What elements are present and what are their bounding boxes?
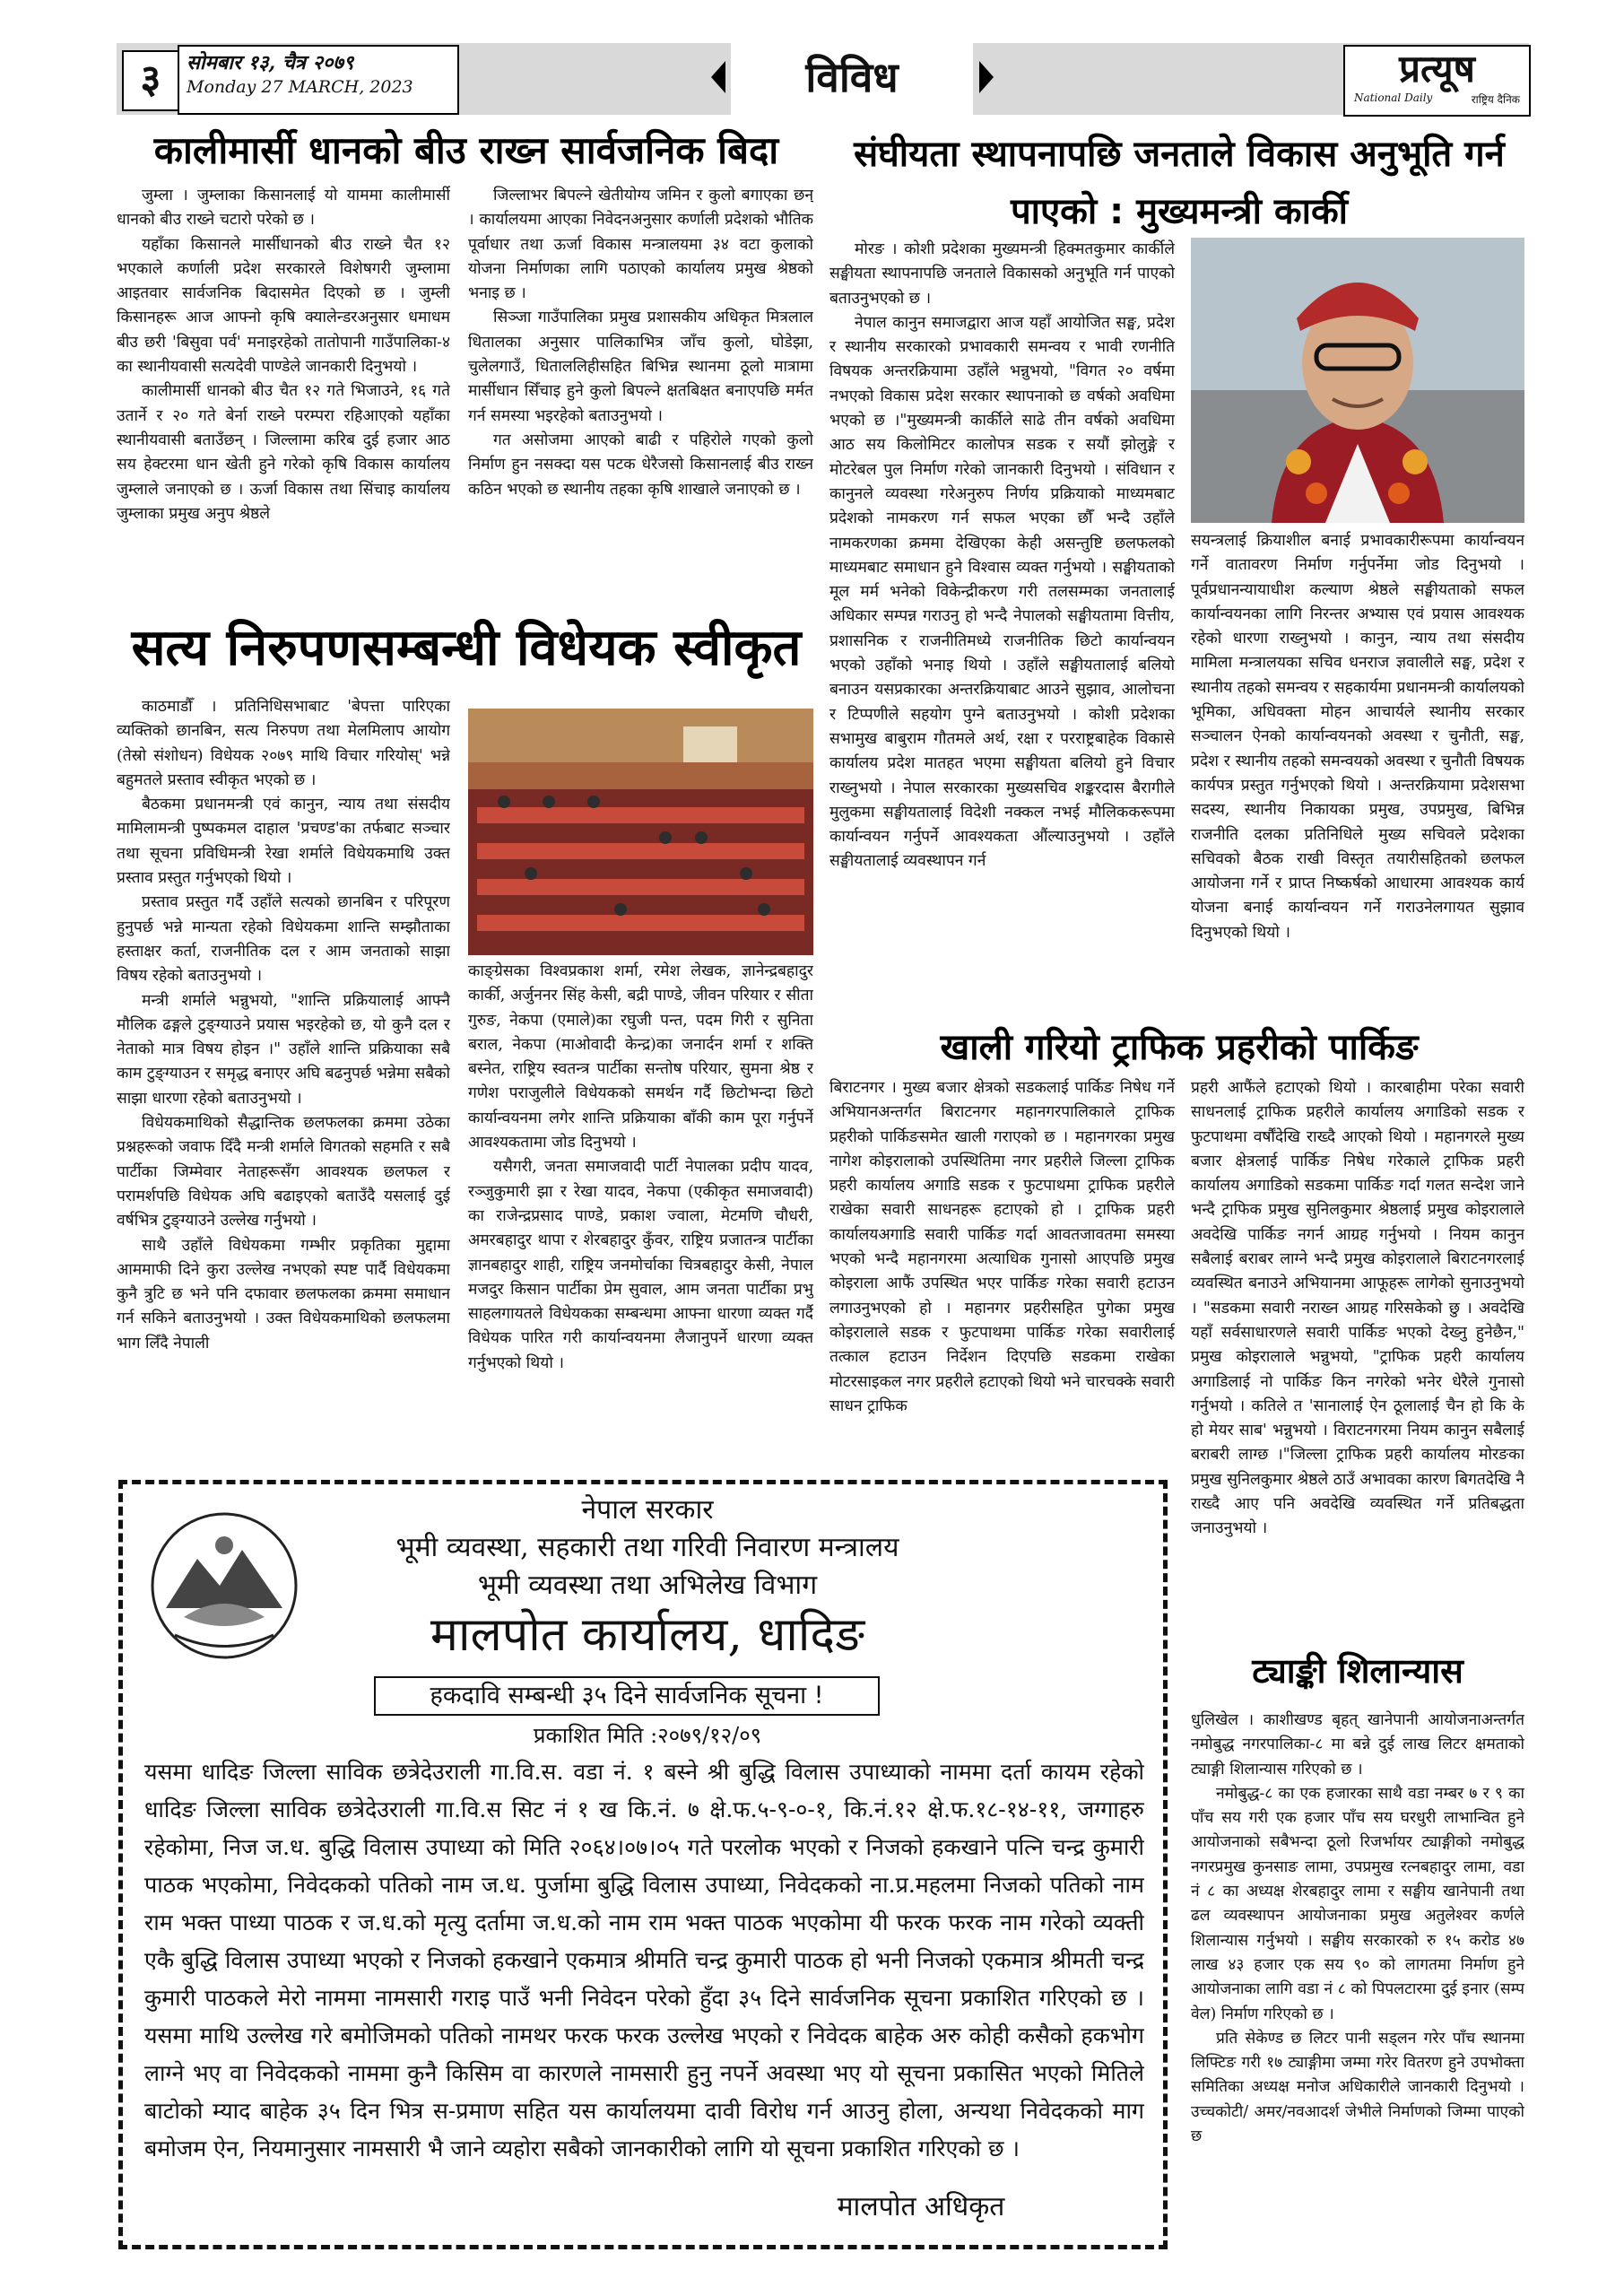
paragraph: सिञ्जा गाउँपालिका प्रमुख प्रशासकीय अधिकृत मित्रलाल धितालका अनुसार पालिकाभित्र जाँच कुलो, घोडेझा, चुलेलगाउँ, धिताललिहीसहित बिभिन्न स्थानमा ठूलो मात्रामा मार्सीधान सिँचाइ हुने कुलो बिपल्ने क्षतबिक्षत बनाएपछि मर्मत गर्न समस्या भइरहेको बताउनुभयो । xyxy=(468,309,813,425)
date-nepali: सोमबार १३, चैत्र २०७९ xyxy=(187,51,354,74)
paragraph: कालीमार्सी धानको बीउ चैत १२ गते भिजाउने, १६ गते उतार्ने र २० गते बेर्ना राख्ने परम्परा रहिआएको यहाँका स्थानीयवासी बताउँछन् । जिल्लामा करिब दुई हजार आठ सय हेक्टरमा धान खेती हुने गरेको कृषि विकास कार्यालय जुम्लाले जनाएको छ । ऊर्जा विकास तथा सिंचाइ कार्यालय जुम्लाका प्रमुख अनुप श्रेष्ठले xyxy=(117,382,450,523)
notice-signature: मालपोत अधिकृत xyxy=(837,2191,1005,2222)
government-emblem xyxy=(148,1509,300,1662)
section-left-arrow xyxy=(711,61,725,93)
portrait-image xyxy=(1191,238,1524,523)
section-right-arrow xyxy=(979,61,994,93)
paragraph: मन्त्री शर्माले भन्नुभयो, "शान्ति प्रक्रियालाई आफ्नै मौलिक ढङ्गले टुङ्ग्याउने प्रयास भइरहेको छ, यो कुनै दल र नेताको मात्र विषय होइन ।" उहाँले शान्ति प्रक्रियाका सबै काम टुङ्ग्याउन र समृद्ध बनाएर अघि बढनुपर्छ भन्नेमा सबैको साझा धारणा रहेको बताउनुभयो । xyxy=(117,991,450,1108)
section-title: विविध xyxy=(731,43,973,115)
paragraph: बिराटनगर । मुख्य बजार क्षेत्रको सडकलाई पार्किङ निषेध गर्ने अभियानअन्तर्गत बिराटनगर महानगरपालिकाले ट्राफिक प्रहरीको पार्किङसमेत खाली गराएको छ । महानगरका प्रमुख नागेश कोइरालाको उपस्थितिमा नगर प्रहरीले जिल्ला ट्राफिक प्रहरी कार्यालय अगाडि सडक र फुटपाथमा ट्राफिक प्रहरीले राखेका सवारी साधनहरू हटाएको हो । ट्राफिक प्रहरी कार्यालयअगाडि सवारी पार्किङ गर्दा आवतजावतमा समस्या भएको भन्दै महानगरमा अत्याधिक गुनासो आएपछि प्रमुख कोइराला आफैं उपस्थित भएर पार्किङ गरेका सवारी हटाउन लगाउनुभएको हो । महानगर प्रहरीसहित पुगेका प्रमुख कोइरालाले सडक र फुटपाथमा पार्किङ गरेका सवारीलाई तत्काल हटाउन निर्देशन दिएपछि सडकमा राखेका मोटरसाइकल नगर प्रहरीले हटाएको थियो भने चारचक्के सवारी साधन ट्राफिक xyxy=(829,1079,1175,1415)
paragraph: यहाँका किसानले मार्सीधानको बीउ राख्ने चैत १२ भएकाले कर्णाली प्रदेश सरकारले विशेषगरी जुम्लामा आइतवार सार्वजनिक बिदासमेत दिएको छ । जुम्ली किसानहरू आज आफ्नो कृषि क्यालेन्डरअनुसार धमाधम बीउ छरी 'बिसुवा पर्व' मनाइरहेको तातोपानी गाउँपालिका-४ का स्थानीयवासी सत्यदेवी पाण्डेले जानकारी दिनुभयो । xyxy=(117,235,450,377)
paragraph: जिल्लाभर बिपल्ने खेतीयोग्य जमिन र कुलो बगाएका छन् । कार्यालयमा आएका निवेदनअनुसार कर्णाली प्रदेशको भौतिक पूर्वाधार तथा ऊर्जा विकास मन्त्रालयमा ३४ वटा कुलाको योजना निर्माणका लागि पठाएको कार्यालय प्रमुख श्रेष्ठको भनाइ छ । xyxy=(468,187,813,303)
paragraph: नमोबुद्ध-८ का एक हजारका साथै वडा नम्बर ७ र ९ का पाँच सय गरी एक हजार पाँच सय घरधुरी लाभान्वित हुने आयोजनाको सबैभन्दा ठूलो रिजर्भायर ट्याङ्गीको नमोबुद्ध नगरप्रमुख कुनसाङ लामा, उपप्रमुख रत्नबहादुर लामा, वडा नं ८ का अध्यक्ष शेरबहादुर लामा र सङ्घीय खानेपानी तथा ढल व्यवस्थापन आयोजनाका प्रमुख अतुलेश्वर कर्णले शिलान्यास गर्नुभयो । सङ्घीय सरकारको रु १५ करोड ४७ लाख ४३ हजार एक सय ९० को लागतमा निर्माण हुने आयोजनाका लागि वडा नं ८ को पिपलटारमा दुई इनार (सम्प वेल) निर्माण गरिएको छ । xyxy=(1191,1784,1524,2023)
notice-body xyxy=(144,1753,1144,2184)
date-english: Monday 27 MARCH, 2023 xyxy=(187,77,413,97)
notice-paragraph: यसमा धादिङ जिल्ला साविक छत्रेदेउराली गा.वि.स. वडा नं. १ बस्ने श्री बुद्धि विलास उपाध्याको नाममा दर्ता कायम रहेको धादिङ जिल्ला साविक छत्रेदेउराली गा.वि.स सिट नं १ ख कि.नं. ७ क्षे.फ.५-९-०-१, कि.नं.१२ क्षे.फ.१८-१४-११, जग्गाहरु रहेकोमा, निज ज.ध. बुद्धि विलास उपाध्या को मिति २०६४।०७।०५ गते परलोक भएको र निजको हकखाने पत्नि चन्द्र कुमारी पाठक भएकोमा, निवेदकको पतिको नाम ज.ध. पुर्जामा बुद्धि विलास उपाध्या, निवेदकको ना.प्र.महलमा निजको पतिको नाम राम भक्त पाध्या पाठक र ज.ध.को मृत्यु दर्तामा ज.ध.को नाम राम भक्त पाठक भएकोमा यी फरक फरक नाम गरेको व्यक्ती एकै बुद्धि विलास उपाध्या भएको र निजको हकखाने एकमात्र श्रीमति चन्द्र कुमारी पाठक हो भनी निजको एकमात्र श्रीमती चन्द्र कुमारी पाठकले मेरो नाममा नामसारी गराइ पाउँ भनी निवेदन परेको हुँदा ३५ दिने सार्वजनिक सूचना प्रकाशित गरिएको छ । यसमा माथि उल्लेख गरे बमोजिमको पतिको नामथर फरक फरक उल्लेख भएको र निवेदक बाहेक अरु कोही कसैको हकभोग लाग्ने भए वा निवेदकको नाममा कुनै किसिम वा कारणले नामसारी हुनु नपर्ने अवस्था भए यो सूचना प्रकासित भएको मितिले बाटोको म्याद बाहेक ३५ दिन भित्र स-प्रमाण सहित यस कार्यालयमा दावी विरोध गर्न आउनु होला, अन्यथा निवेदकको माग बमोजम ऐन, नियमानुसार नामसारी भै जाने व्यहोरा सबैको जानकारीको लागि यो सूचना प्रकाशित गरिएको छ । xyxy=(144,1759,1144,2161)
paragraph: काठमाडौँ । प्रतिनिधिसभाबाट 'बेपत्ता पारिएका व्यक्तिको छानबिन, सत्य निरुपण तथा मेलमिलाप आयोग (तेस्रो संशोधन) विधेयक २०७९ माथि विचार गरियोस्' भन्ने बहुमतले प्रस्ताव स्वीकृत भएको छ । xyxy=(117,698,450,789)
date-box xyxy=(178,45,459,115)
notice-line1: नेपाल सरकार xyxy=(581,1494,714,1526)
paragraph: विधेयकमाथिको सैद्धान्तिक छलफलका क्रममा उठेका प्रश्नहरूको जवाफ दिँदै मन्त्री शर्माले विगतको सहमति र सबै पार्टीका जिम्मेवार नेताहरूसँग आवश्यक छलफल र परामर्शपछि विधेयक अघि बढाइएको बताउँदै यसलाई दुई वर्षभित्र टुङ्ग्याउने उल्लेख गर्नुभयो । xyxy=(117,1114,450,1231)
newspaper-logo xyxy=(1343,45,1531,117)
chief-minister-photo xyxy=(1191,238,1524,523)
paragraph: प्रस्ताव प्रस्तुत गर्दै उहाँले सत्यको छानबिन र परिपूरण हुनुपर्छ भन्ने मान्यता रहेको विधेयकमा शान्ति सम्झौताका हस्ताक्षर कर्ता, राजनीतिक दल र आम जनताको साझा विषय रहेको बताउनुभयो । xyxy=(117,893,450,986)
page-number: ३ xyxy=(122,50,179,111)
article1-col1 xyxy=(117,184,450,605)
paragraph: प्रति सेकेण्ड छ लिटर पानी सड्लन गरेर पाँच स्थानमा लिफ्टिङ गरी १७ ट्याङ्गीमा जम्मा गरेर वितरण हुने उपभोक्ता समितिका अध्यक्ष मनोज अधिकारीले जानकारी दिनुभयो । उच्चकोटी/ अमर/नवआदर्श जेभीले निर्माणको जिम्मा पाएको छ xyxy=(1191,2029,1524,2146)
paragraph: यसैगरी, जनता समाजवादी पार्टी नेपालका प्रदीप यादव, रञ्जुकुमारी झा र रेखा यादव, नेकपा (एकीकृत समाजवादी) का राजेन्द्रप्रसाद पाण्डे, प्रकाश ज्वाला, मेटमणि चौधरी, अमरबहादुर थापा र शेरबहादुर कुँवर, राष्ट्रिय प्रजातन्त्र पार्टीका ज्ञानबहादुर शाही, राष्ट्रिय जनमोर्चाका चित्रबहादुर केसी, नेपाल मजदुर किसान पार्टीका प्रेम सुवाल, आम जनता पार्टीका प्रभु साहलगायतले विधेयकका सम्बन्धमा आफ्ना धारणा व्यक्त गर्दै विधेयक पारित गरी कार्यान्वयनमा लैजानुपर्ने धारणा व्यक्त गर्नुभएको थियो । xyxy=(468,1158,813,1372)
paragraph: प्रहरी आफैंले हटाएको थियो । कारबाहीमा परेका सवारी साधनलाई ट्राफिक प्रहरीले कार्यालय अगाडिको सडक र फुटपाथमा वर्षौंदेखि राख्दै आएको थियो । महानगरले मुख्य बजार क्षेत्रलाई पार्किङ निषेध गरेकाले ट्राफिक प्रहरी कार्यालय अगाडिको सडकमा पार्किङ गर्दा गलत सन्देश जाने भन्दै ट्राफिक प्रमुख सुनिलकुमार श्रेष्ठलाई प्रमुख कोइरालाले अवदेखि पार्किङ नगर्न आग्रह गर्नुभयो । नियम कानुन सबैलाई बराबर लाग्ने भन्दै प्रमुख कोइरालाले बिराटनगरलाई व्यवस्थित बनाउने अभियानमा आफूहरू लागेको सुनाउनुभयो । "सडकमा सवारी नराख्न आग्रह गरिसकेको छु । अवदेखि यहाँ सर्वसाधारणले सवारी पार्किङ भएको देख्नु हुनेछैन," प्रमुख कोइरालाले भन्नुभयो, "ट्राफिक प्रहरी कार्यालय अगाडिलाई नो पार्किङ किन नगरेको भनेर धेरैले गुनासो गर्नुभयो । कतिले त 'सानालाई ऐन ठूलालाई चैन हो कि के हो मेयर साब' भन्नुभयो । विराटनगरमा नियम कानुन सबैलाई बराबरी लाग्छ ।"जिल्ला ट्राफिक प्रहरी कार्यालय मोरङका प्रमुख सुनिलकुमार श्रेष्ठले ठाउँ अभावका कारण बिगतदेखि नै राख्दै आए पनि अवदेखि व्यवस्थित गर्ने प्रतिबद्धता जनाउनुभयो । xyxy=(1191,1079,1524,1538)
article1-col2 xyxy=(468,184,813,605)
photo-caption: काङ्ग्रेसका विश्वप्रकाश शर्मा, रमेश लेखक, ज्ञानेन्द्रबहादुर कार्की, अर्जुननर सिंह केसी, बद्री पाण्डे, जीवन परियार र सीता गुरुङ, नेकपा (एमाले)का रघुजी पन्त, पदम गिरी र सुनिता बराल, नेकपा (माओवादी केन्द्र)का जनार्दन शर्मा र शक्ति बस्नेत, राष्ट्रिय स्वतन्त्र पार्टीका सन्तोष परियार, सुमना श्रेष्ठ र गणेश पराजुलीले विधेयकको समर्थन गर्दै छिटोभन्दा छिटो कार्यान्वयनमा लगेर शान्ति प्रक्रियाका बाँकी काम पूरा गर्नुपर्ने आवश्यकतामा जोड दिनुभयो । xyxy=(468,962,813,1152)
paragraph: बैठकमा प्रधानमन्त्री एवं कानुन, न्याय तथा संसदीय मामिलामन्त्री पुष्पकमल दाहाल 'प्रचण्ड'का तर्फबाट सञ्चार तथा सूचना प्रविधिमन्त्री रेखा शर्माले विधेयकमाथि उक्त प्रस्ताव प्रस्तुत गर्नुभएको थियो । xyxy=(117,796,450,888)
paragraph: सयन्त्रलाई क्रियाशील बनाई प्रभावकारीरूपमा कार्यान्वयन गर्ने वातावरण निर्माण गर्नुपर्नेमा जोड दिनुभयो । पूर्वप्रधानन्यायाधीश कल्याण श्रेष्ठले सङ्घीयताको सफल कार्यान्वयनका लागि निरन्तर अभ्यास एवं प्रयास आवश्यक रहेको धारणा राख्नुभयो । कानुन, न्याय तथा संसदीय मामिला मन्त्रालयका सचिव धनराज ज्ञवालीले सङ्घ, प्रदेश र स्थानीय तहको समन्वय र सहकार्यमा प्रधानमन्त्री कार्यालयको भूमिका, अधिवक्ता मोहन आचार्यले स्थानीय सरकार सञ्चालन ऐनको कार्यान्वयनको अवस्था र चुनौती, सङ्घ, प्रदेश र स्थानीय तहको समन्वयको अवस्था र चुनौती विषयक कार्यपत्र प्रस्तुत गर्नुभएको थियो । अन्तरक्रियामा प्रदेशसभा सदस्य, स्थानीय निकायका प्रमुख, उपप्रमुख, बिभिन्न राजनीति दलका प्रतिनिधिले मुख्य सचिवले प्रदेशका सचिवको बैठक राखी विस्तृत तयारीसहितको छलफल आयोजना गर्ने र प्राप्त निष्कर्षको आधारमा आवश्यक कार्य योजना बनाई कार्यान्वयन गर्ने गराउनेलगायत सुझाव दिनुभएको थियो । xyxy=(1191,532,1524,942)
paragraph: साथै उहाँले विधेयकमा गम्भीर प्रकृतिका मुद्दामा आममाफी दिने कुरा उल्लेख नभएको स्पष्ट पार्दै विधेयकमा कुनै त्रुटि छ भने पनि दफावार छलफलका क्रममा समाधान गर्न सकिने बताउनुभयो । उक्त विधेयकमाथिको छलफलमा भाग लिँदै नेपाली xyxy=(117,1236,450,1352)
article4-col2 xyxy=(1191,1076,1524,1641)
parliament-image xyxy=(468,709,813,955)
paragraph: जुम्ला । जुम्लाका किसानलाई यो याममा कालीमार्सी धानको बीउ राख्ने चटारो परेको छ । xyxy=(117,187,450,230)
article2-col2 xyxy=(1191,529,1524,1018)
article1-title: कालीमार्सी धानको बीउ राख्न सार्वजनिक बिदा xyxy=(153,128,779,172)
paragraph: गत असोजमा आएको बाढी र पहिरोले गएको कुलो निर्माण हुन नसक्दा यस पटक धेरैजसो किसानलाई बीउ राख्न कठिन भएको छ स्थानीय तहका कृषि शाखाले जनाएको छ । xyxy=(468,430,813,499)
article2-col1 xyxy=(829,238,1175,1018)
notice-date: प्रकाशित मिति :२०७९/१२/०९ xyxy=(533,1723,762,1748)
paragraph: धुलिखेल । काशीखण्ड बृहत् खानेपानी आयोजनाअन्तर्गत नमोबुद्ध नगरपालिका-८ मा बन्ने दुई लाख लिटर क्षमताको ट्याङ्गी शिलान्यास गरिएको छ । xyxy=(1191,1711,1524,1779)
logo-subtitle-np: राष्ट्रिय दैनिक xyxy=(1471,93,1520,106)
notice-heading: हकदावि सम्बन्धी ३५ दिने सार्वजनिक सूचना ! xyxy=(374,1676,880,1716)
notice-ministry: भूमी व्यवस्था, सहकारी तथा गरिवी निवारण मन्त्रालय xyxy=(395,1532,899,1563)
article4-title: खाली गरियो ट्राफिक प्रहरीको पार्किङ xyxy=(940,1027,1419,1068)
public-notice-box xyxy=(118,1480,1168,2249)
article3-title: सत्य निरुपणसम्बन्धी विधेयक स्वीकृत xyxy=(131,619,802,677)
notice-office: मालपोत कार्यालय, धादिङ xyxy=(430,1608,865,1662)
paragraph: नेपाल कानुन समाजद्वारा आज यहाँ आयोजित सङ्घ, प्रदेश र स्थानीय सरकारको प्रभावकारी समन्वय र भावी रणनीति विषयक अन्तरक्रियामा उहाँले भन्नुभयो, "विगत २० वर्षमा नभएको विकास प्रदेश सरकार स्थापनाको छ वर्षको अवधिमा भएको छ ।"मुख्यमन्त्री कार्कीले साढे तीन वर्षको अवधिमा आठ सय किलोमिटर कालोपत्र सडक र सयौं झोलुङ्गे र मोटरेबल पुल निर्माण गरेको जानकारी दिनुभयो । संविधान र कानुनले व्यवस्था गरेअनुरुप निर्णय प्रक्रियाको माध्यमबाट प्रदेशको नामकरण गर्न सफल भएका छौँ भन्दै उहाँले नामकरणका क्रममा देखिएका केही असन्तुष्टि छलफलको माध्यमबाट समाधान हुने विश्वास व्यक्त गर्नुभयो । सङ्घीयताको मूल मर्म भनेको विकेन्द्रीकरण गरी तलसम्मका जनतालाई अधिकार सम्पन्न गराउनु हो भन्दै नेपालको सङ्घीयतामा वित्तीय, प्रशासनिक र राजनीतिमध्ये राजनीतिक छिटो कार्यान्वयन भएको उहाँको भनाइ थियो । उहाँले सङ्घीयतालाई बलियो बनाउन यसप्रकारका अन्तरक्रियाबाट आउने सुझाव, आलोचना र टिप्पणीले सहयोग पुग्ने बताउनुभयो । कोशी प्रदेशका सभामुख बाबुराम गौतमले अर्थ, रक्षा र परराष्ट्रबाहेक विकासे कार्यालय प्रदेश मातहत भएमा सङ्घीयता बलियो हुने विचार राख्नुभयो । नेपाल सरकारका मुख्यसचिव शङ्करदास बैरागीले मुलुकमा सङ्घीयतालाई विदेशी नक्कल नभई मौलिककरूपमा कार्यान्वयन गर्नुपर्ने आवश्यकता औंल्याउनुभयो । उहाँले सङ्घीयतालाई व्यवस्थापन गर्न xyxy=(829,313,1175,871)
masthead xyxy=(117,43,1529,115)
paragraph: मोरङ । कोशी प्रदेशका मुख्यमन्त्री हिक्मतकुमार कार्कीले सङ्घीयता स्थापनापछि जनताले विकासको अनुभूति गर्न पाएको बताउनुभएको छ । xyxy=(829,240,1175,308)
emblem-icon xyxy=(148,1509,300,1662)
notice-department: भूमी व्यवस्था तथा अभिलेख विभाग xyxy=(477,1570,818,1601)
parliament-photo xyxy=(468,709,813,955)
logo-text: प्रत्यूष xyxy=(1399,47,1475,91)
article4-col1 xyxy=(829,1076,1175,1471)
article3-col2 xyxy=(468,960,813,1466)
article5-title: ट्याङ्की शिलान्यास xyxy=(1252,1651,1463,1691)
article5-body xyxy=(1191,1709,1524,2247)
article3-col1 xyxy=(117,695,450,1466)
logo-subtitle-en: National Daily xyxy=(1354,91,1433,104)
article2-title: संघीयता स्थापनापछि जनताले विकास अनुभूति गर्न पाएको : मुख्यमन्त्री कार्की xyxy=(854,134,1505,232)
